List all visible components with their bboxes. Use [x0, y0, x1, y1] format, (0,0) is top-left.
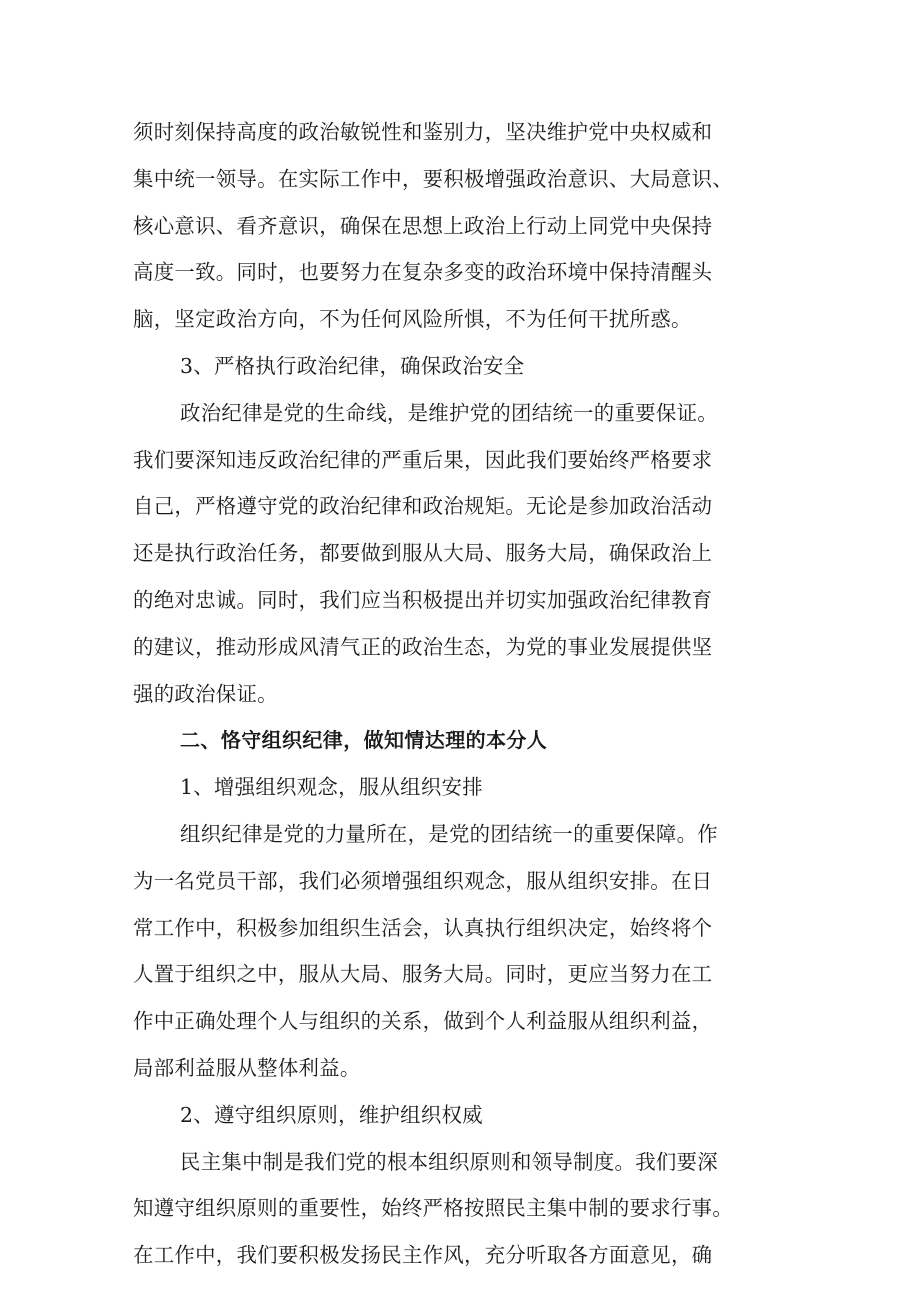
subsection-heading: 2、遵守组织原则，维护组织权威 — [180, 1102, 483, 1127]
body-text-line: 还是执行政治任务，都要做到服从大局、服务大局，确保政治上 — [133, 541, 713, 566]
paragraph-first-line: 政治纪律是党的生命线，是维护党的团结统一的重要保证。 — [180, 400, 718, 425]
body-text-line: 集中统一领导。在实际工作中，要积极增强政治意识、大局意识、 — [133, 166, 734, 191]
subsection-heading: 1、增强组织观念，服从组织安排 — [180, 775, 483, 800]
body-text-line: 的建议，推动形成风清气正的政治生态，为党的事业发展提供坚 — [133, 634, 713, 659]
body-text-line: 为一名党员干部，我们必须增强组织观念，服从组织安排。在日 — [133, 868, 713, 893]
section-heading: 二、恪守组织纪律，做知情达理的本分人 — [180, 728, 548, 753]
body-text-line: 知遵守组织原则的重要性，始终严格按照民主集中制的要求行事。 — [133, 1196, 734, 1221]
body-text-line: 人置于组织之中，服从大局、服务大局。同时，更应当努力在工 — [133, 962, 713, 987]
paragraph-first-line: 民主集中制是我们党的根本组织原则和领导制度。我们要深 — [180, 1149, 718, 1174]
subsection-heading: 3、严格执行政治纪律，确保政治安全 — [180, 353, 525, 378]
body-text-line: 的绝对忠诚。同时，我们应当积极提出并切实加强政治纪律教育 — [133, 587, 713, 612]
body-text-line: 作中正确处理个人与组织的关系，做到个人利益服从组织利益， — [133, 1009, 713, 1034]
body-text-line: 核心意识、看齐意识，确保在思想上政治上行动上同党中央保持 — [133, 213, 713, 238]
body-text-line: 局部利益服从整体利益。 — [133, 1055, 361, 1080]
body-text-line: 强的政治保证。 — [133, 681, 278, 706]
paragraph-first-line: 组织纪律是党的力量所在，是党的团结统一的重要保障。作 — [180, 821, 718, 846]
body-text-line: 高度一致。同时，也要努力在复杂多变的政治环境中保持清醒头 — [133, 260, 713, 285]
body-text-line: 我们要深知违反政治纪律的严重后果，因此我们要始终严格要求 — [133, 447, 713, 472]
body-text-line: 常工作中，积极参加组织生活会，认真执行组织决定，始终将个 — [133, 915, 713, 940]
body-text-line: 自己，严格遵守党的政治纪律和政治规矩。无论是参加政治活动 — [133, 494, 713, 519]
body-text-line: 脑，坚定政治方向，不为任何风险所惧，不为任何干扰所惑。 — [133, 307, 692, 332]
body-text-line: 在工作中，我们要积极发扬民主作风，充分听取各方面意见，确 — [133, 1243, 713, 1268]
body-text-line: 须时刻保持高度的政治敏锐性和鉴别力，坚决维护党中央权威和 — [133, 120, 713, 144]
document-page — [133, 109, 797, 1279]
